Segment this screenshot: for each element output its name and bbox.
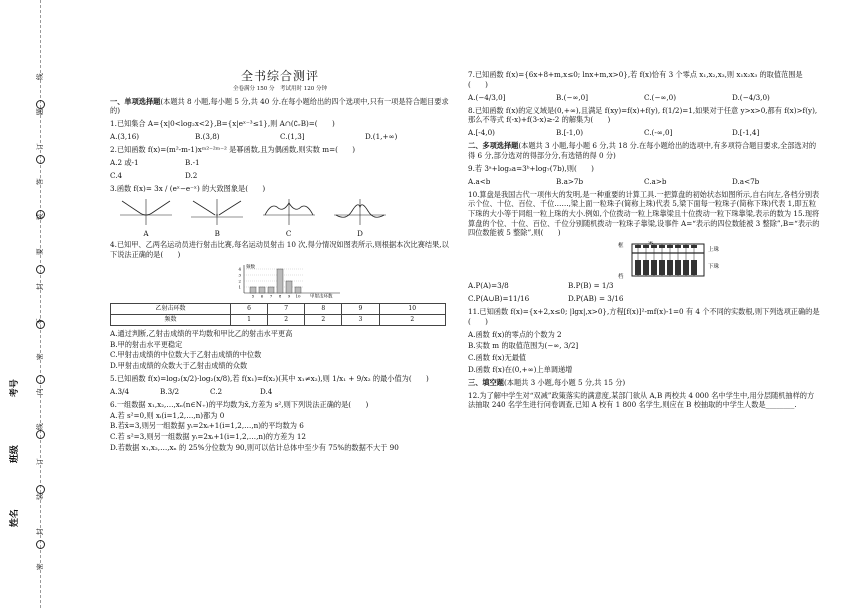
question-6-option-d: D.若数据 x₁,x₂,…,xₙ 的 25%分位数为 90,则可以估计总体中至少有 75%的数据不大于 90 [110,442,399,452]
question-4-option-b: B.甲的射击水平更稳定 [110,339,183,349]
y-tick-label: 1 [238,284,241,290]
exam-number-label: 考号 [9,379,20,398]
question-11-option-d: D.函数 f(x)在(0,+∞)上单调递增 [468,364,573,374]
abacus-lower-label: 下珠 [708,264,720,271]
abacus-beam-label: 梁 [648,241,654,246]
margin-word: 封 [35,283,44,291]
section-2: 二、多项选择题(本题共 3 小题,每小题 6 分,共 18 分.在每小题给出的选项中,有多项符合题目要求,全部选对的得 6 分,部分选对的得部分分,有选错的得 0 分) [468,141,817,160]
question-4-option-d: D.甲射击成绩的众数大于乙射击成绩的众数 [110,361,248,371]
question-9-stem: 9.若 3ᵃ+log₃a=3ᵇ+log₇(7b),则( ) [468,163,594,173]
question-6-stem: 6.一组数据 x₁,x₂,…,xₙ(n∈N₊)的平均数为x̄,方差为 s²,则下列说法正确的是( ) [110,399,369,409]
question-3-figures [118,197,388,239]
question-8-stem: 8.已知函数 f(x)的定义域是(0,+∞),且满足 f(xy)=f(x)+f(y), f(1/2)=1,如果对于任意 y>x>0,都有 f(x)>f(y),那么不等式 f(-x)+f(3-x)≥-2 的解集为( ) [468,105,818,125]
question-2-options-1: A.2 或-1 B.-1 [110,157,200,167]
question-8-options: A.[-4,0) B.[-1,0) C.(-∞,0] D.[-1,4] [468,128,760,138]
question-5-options: A.3/4 B.3/2 C.2 D.4 [110,386,273,396]
question-7-stem: 7.已知函数 f(x)={6x+8+m,x≤0; lnx+m,x>0},若 f(x)恰有 3 个零点 x₁,x₂,x₃,则 x₁x₂x₃ 的取值范围是( ) [468,70,803,89]
x-tick-label: 7 [269,293,273,299]
binding-margin [0,0,62,608]
binding-hole [36,155,45,164]
margin-word: 密 [35,353,44,361]
question-10-options-1: A.P(A)=3/8 B.P(B) = 1/3 [468,281,614,291]
right-column [468,70,820,413]
abacus-figure [618,241,728,279]
margin-word: 题 [35,108,44,116]
bar [250,287,256,293]
table-row: 频数 1 2 2 3 2 [111,314,446,325]
question-9-options: A.a<b B.a>7b C.a>b D.a<7b [468,176,760,186]
cut-line [40,0,41,608]
question-2-options-2: C.4 D.2 [110,170,198,180]
abacus-frame-label: 框 [618,243,624,250]
margin-word: 线 [35,73,44,81]
table-row: 乙射击环数 6 7 8 9 10 [111,303,446,314]
question-10-options-2: C.P(A∪B)=11/16 D.P(AB) = 3/16 [468,294,624,304]
question-2-stem: 2.已知函数 f(x)=(m²-m-1)xᵐ²⁻²ᵐ⁻² 是幂函数,且为偶函数,则实数 m=( ) [110,145,356,155]
y-axis-label: 频数 [246,264,255,270]
page-title: 全书综合测评 [240,69,319,83]
bar [286,281,292,293]
bar [268,287,274,293]
margin-word: 订 [35,143,44,151]
y-tick-label: 2 [238,278,241,284]
class-label: 班级 [9,445,20,464]
margin-word: 封 [35,528,44,536]
graph-option-b: B [189,197,245,239]
graph-option-a: A [118,197,174,239]
x-tick-label: 5 [251,293,255,299]
question-1-stem: 1.已知集合 A={x|0<log₂x<2},B={x|eˣ⁻³≤1},则 A∩(∁ᵣB)=( ) [110,119,335,129]
y-tick-label: 3 [238,272,241,278]
graph-option-d: D [332,197,388,239]
margin-word: 内 [35,388,44,396]
x-axis-label: 甲射击环数 [310,294,333,300]
y-tick-label: 4 [238,266,241,272]
binding-hole [36,540,45,549]
question-11-option-c: C.函数 f(x)无最值 [468,353,527,363]
x-tick-label: 8 [278,293,282,299]
margin-word: 要 [35,248,44,256]
q4-bar-chart [230,263,350,301]
margin-word: 不 [35,318,44,326]
graph-option-c: C [261,197,317,239]
bar [277,269,283,293]
question-3-stem: 3.函数 f(x)= 3x / (eˣ−e⁻ˣ) 的大致图象是( ) [110,183,266,193]
q4-table [110,303,446,326]
margin-word: 装 [35,213,44,221]
question-4-option-c: C.甲射击成绩的中位数大于乙射击成绩的中位数 [110,350,262,360]
left-column [110,68,450,456]
margin-word: 线 [35,423,44,431]
question-11-option-a: A.函数 f(x)的零点的个数为 2 [468,329,562,339]
margin-word: 装 [35,493,44,501]
abacus-upper-label: 上珠 [708,247,720,254]
binding-hole [36,430,45,439]
question-6-option-b: B.若x̄=3,则另一组数据 yᵢ=2xᵢ+1(i=1,2,…,n)的平均数为 6 [110,421,304,431]
margin-word: 答 [35,178,44,186]
bar [295,287,301,293]
question-12-stem: 12.为了解中学生对“双减”政策落实的满意度,某部门欲从 A,B 两校共 4 000 名中学生中,用分层随机抽样的方法抽取 240 名学生进行问卷调查,已知 A 校有 1 800 名学生,则应在 B 校抽取的中学生人数是________. [468,390,815,410]
question-7-options: A.(−4/3,0] B.(−∞,0] C.(−∞,0) D.(−4/3,0) [468,92,770,102]
question-4-option-a: A.通过判断,乙射击成绩的平均数和甲比乙的射击水平更高 [110,328,293,338]
abacus-rod-label: 档 [618,274,624,280]
binding-hole [36,265,45,274]
margin-word: 密 [35,563,44,571]
question-11-option-b: B.实数 m 的取值范围为(−∞, 3/2] [468,341,579,351]
question-1-options: A.(3,16) B.(3,8) C.(1,3] D.(1,+∞) [110,132,398,142]
question-5-stem: 5.已知函数 f(x)=log₂(x/2)·log₂(x/8),若 f(x₁)=f(x₂)(其中 x₁≠x₂),则 1/x₁ + 9/x₂ 的最小值为( ) [110,373,429,383]
exam-info: 全卷满分 150 分 考试用时 120 分钟 [233,86,327,93]
x-tick-label: 9 [287,293,291,299]
question-10-stem: 10.算盘是我国古代一项伟大的发明,是一种重要的计算工具.一把算盘的初始状态如图所示,自右向左,各档分别表示个位、十位、百位、千位……,梁上面一粒珠子(简称上珠)代表 5,梁下面每一粒珠子(简称下珠)代表 1,即五粒下珠的大小等于同组一粒上珠的大小.例如,个位拨动一粒上珠靠梁且十位拨动一粒下珠靠梁,表示的数为 15.现将算盘的个位、十位、百位、千位分别随机拨动一粒珠子靠梁,设事件 A=“表示的四位数能被 3 整除”,B=“表示的四位数能被 5 整除”,则( ) [468,189,820,238]
name-label: 姓名 [9,509,20,528]
bar [259,287,265,293]
section-1: 一、单项选择题(本题共 8 小题,每小题 5 分,共 40 分.在每小题给出的四个选项中,只有一项是符合题目要求的) [110,96,449,116]
question-6-option-a: A.若 s²=0,则 xᵢ(i=1,2,…,n)都为 0 [110,410,225,420]
question-4-stem: 4.已知甲、乙两名运动员进行射击比赛,每名运动员射击 10 次,得分情况如图表所示,则根据本次比赛结果,以下说法正确的是( ) [110,240,449,259]
x-tick-label: 6 [260,293,264,299]
margin-word: 订 [35,458,44,466]
x-tick-label: 10 [295,293,301,299]
section-3: 三、填空题(本题共 3 小题,每小题 5 分,共 15 分) [468,377,626,387]
question-11-stem: 11.已知函数 f(x)={x+2,x≤0; |lgx|,x>0},方程[f(x)]²-mf(x)-1=0 有 4 个不同的实数根,则下列选项正确的是( ) [468,307,820,326]
question-6-option-c: C.若 s²=3,则另一组数据 yᵢ=2xᵢ+1(i=1,2,…,n)的方差为 12 [110,431,306,441]
binding-hole [36,375,45,384]
